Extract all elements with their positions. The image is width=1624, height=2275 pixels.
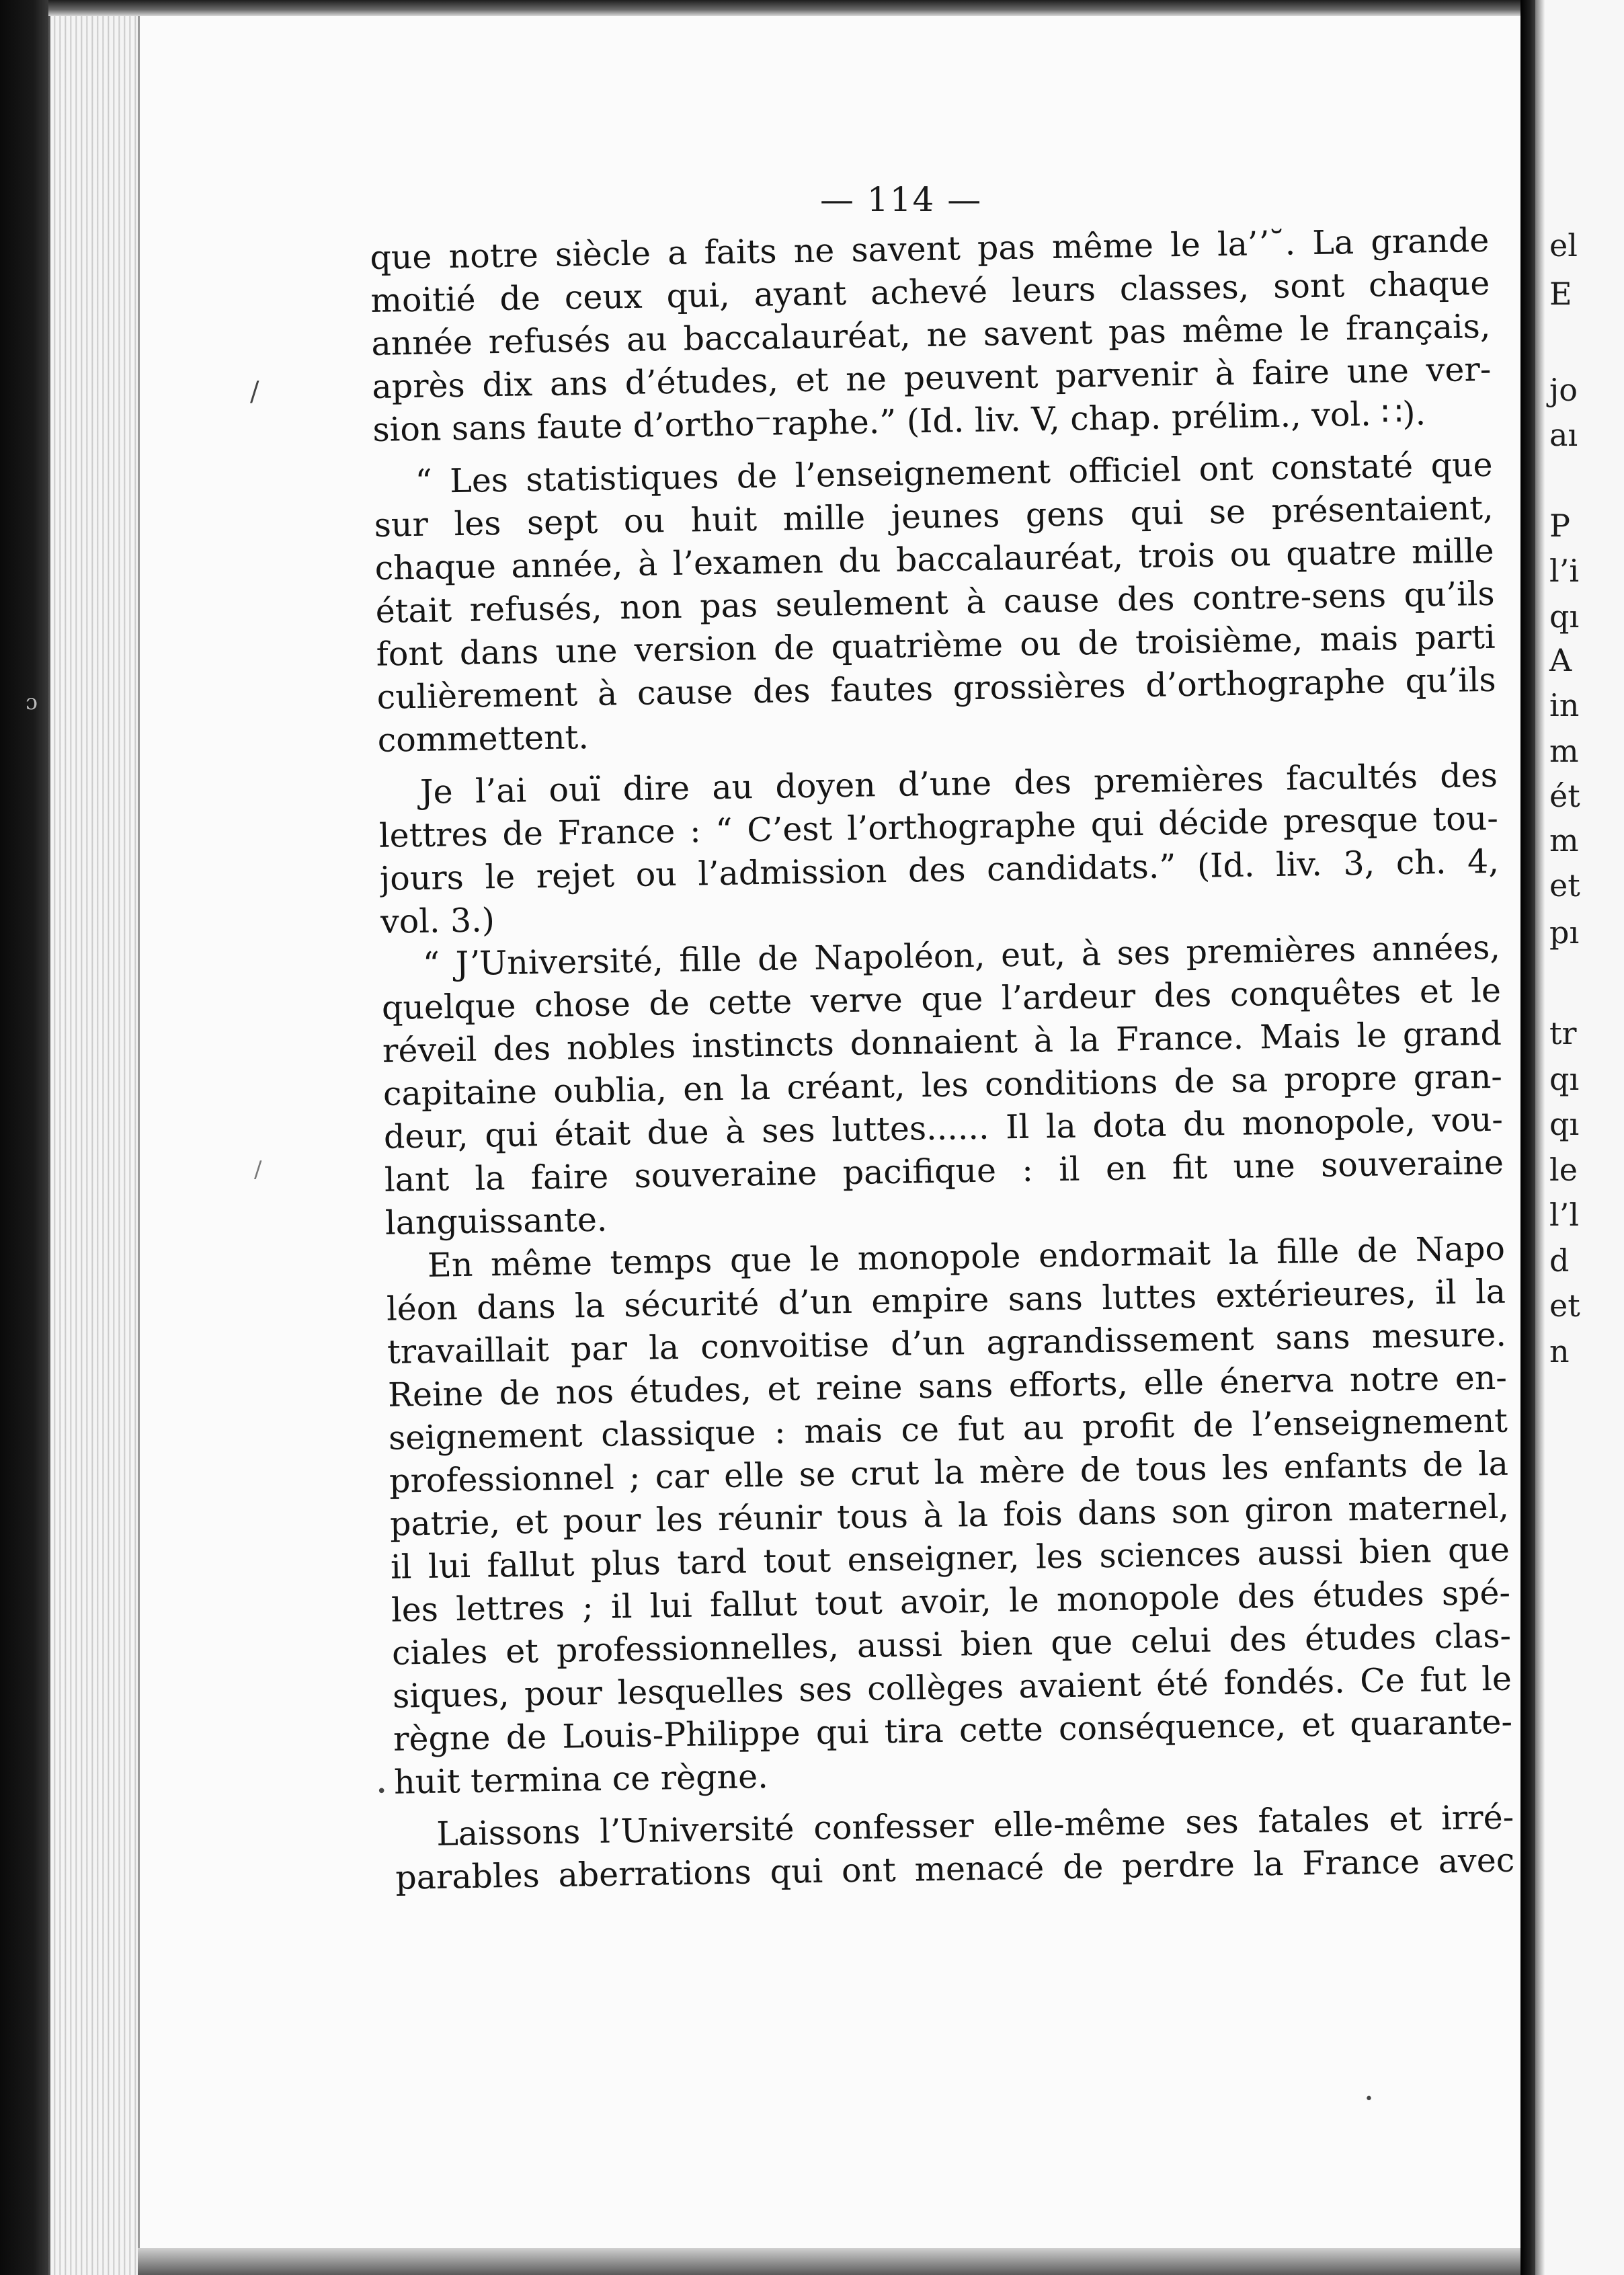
text-line: vol. 3.): [380, 901, 495, 941]
text-line: après dix ans d’études, et ne peuvent parvenir à faire une ver-: [372, 350, 1492, 406]
book-gutter: [1520, 0, 1535, 2275]
text-line: lant la faire souveraine pacifique : il en fit une souveraine: [384, 1143, 1504, 1199]
margin-smudge-mark: ɔ: [26, 689, 38, 715]
facing-page-fragment: l’i: [1549, 553, 1580, 589]
text-line: moitié de ceux qui, ayant achevé leurs classes, sont chaque: [370, 264, 1490, 320]
gutter-shadow: [1535, 0, 1545, 2275]
scan-left-margin: [0, 0, 48, 2275]
margin-stroke-mark: /: [250, 376, 259, 407]
text-line: parables aberrations qui ont menacé de perdre la France avec: [395, 1841, 1515, 1897]
text-line: siques, pour lesquelles ses collèges avaient été fondés. Ce fut le: [392, 1659, 1512, 1716]
text-line: ciales et professionnelles, aussi bien que celui des études clas-: [391, 1616, 1512, 1673]
text-line: travaillait par la convoitise d’un agrandissement sans mesure.: [387, 1315, 1507, 1371]
text-line: professionnel ; car elle se crut la mère de tous les enfants de la: [389, 1444, 1509, 1501]
facing-page-fragment: m: [1549, 733, 1579, 769]
text-line: lettres de France : “ C’est l’orthographe qui décide presque tou-: [378, 799, 1499, 855]
text-line: Je l’ai ouï dire au doyen d’une des premières facultés des: [419, 756, 1498, 811]
text-line: année refusés au baccalauréat, ne savent pas même le français,: [371, 307, 1491, 363]
text-line: léon dans la sécurité d’un empire sans luttes extérieures, il la: [386, 1272, 1506, 1328]
facing-page-fragment: aı: [1549, 417, 1578, 453]
facing-page-fragment: l’l: [1549, 1197, 1580, 1233]
text-line: En même temps que le monopole endormait la fille de Napo: [427, 1229, 1506, 1285]
text-line: capitaine oublia, en la créant, les conditions de sa propre gran-: [382, 1057, 1503, 1113]
facing-page-fragment: qı: [1549, 598, 1580, 635]
text-line: seignement classique : mais ce fut au profit de l’enseignement: [388, 1401, 1508, 1458]
facing-page-fragment: E: [1549, 276, 1572, 312]
facing-page-fragment: jo: [1549, 372, 1578, 408]
text-line: “ JʼUniversité, fille de Napoléon, eut, à ses premières années,: [422, 928, 1501, 984]
text-line: patrie, et pour les réunir tous à la fois dans son giron maternel,: [389, 1487, 1510, 1544]
facing-page-fragment: A: [1549, 642, 1572, 678]
text-line: règne de Louis-Philippe qui tira cette conséquence, et quarante-: [393, 1702, 1513, 1759]
text-line: culièrement à cause des fautes grossières d’orthographe qu’ils: [376, 660, 1497, 717]
facing-page-fragment: m: [1549, 822, 1579, 859]
facing-page-fragment: tr: [1549, 1015, 1577, 1051]
facing-page-fragment: ét: [1549, 778, 1580, 814]
text-line: huit termina ce règne.: [393, 1757, 769, 1802]
text-line: languissante.: [384, 1200, 608, 1242]
facing-page-fragment: et: [1549, 1287, 1580, 1324]
text-line: les lettres ; il lui fallut tout avoir, le monopole des études spé-: [391, 1573, 1511, 1630]
text-line: que notre siècle a faits ne savent pas même le la’ʼ˘. La grande: [370, 221, 1490, 277]
facing-page-fragment: el: [1549, 227, 1578, 264]
ink-dot-mark: •: [1365, 2091, 1373, 2108]
scan-top-edge: [48, 0, 1520, 16]
facing-page-fragment: d: [1549, 1242, 1570, 1279]
text-line: était refusés, non pas seulement à cause des contre-sens qu’ils: [375, 574, 1495, 631]
facing-page-fragment: et: [1549, 867, 1580, 904]
facing-page-fragment: in: [1549, 687, 1580, 723]
scan-bottom-edge: [138, 2248, 1520, 2275]
text-line: “ Les statistiques de l’enseignement officiel ont constaté que: [415, 445, 1493, 501]
facing-page-fragment: n: [1549, 1333, 1570, 1369]
text-line: deur, qui était due à ses luttes...... Il la dota du monopole, vou-: [383, 1100, 1504, 1156]
text-line: Laissons l’Université confesser elle-même ses fatales et irré-: [436, 1798, 1514, 1853]
page-body-text: [370, 219, 1515, 1900]
text-line: Reine de nos études, et reine sans efforts, elle énerva notre en-: [387, 1358, 1508, 1414]
facing-page-fragment: le: [1549, 1152, 1578, 1188]
page-number: — 114 —: [820, 180, 983, 219]
ink-dot-mark: •: [376, 1782, 387, 1802]
text-line: chaque année, à l’examen du baccalauréat, trois ou quatre mille: [374, 531, 1494, 588]
facing-page-fragment: pı: [1549, 914, 1580, 951]
text-line: réveil des nobles instincts donnaient à la France. Mais le grand: [382, 1014, 1502, 1070]
text-line: jours le rejet ou l’admission des candidats.” (Id. liv. 3, ch. 4,: [379, 842, 1500, 898]
facing-page-fragment: P: [1549, 508, 1570, 544]
text-line: sion sans faute d’ortho⁻raphe.” (Id. liv. V, chap. prélim., vol. ∷).: [372, 394, 1426, 449]
facing-page-fragment: qı: [1549, 1106, 1580, 1142]
text-line: quelque chose de cette verve que l’ardeur des conquêtes et le: [381, 971, 1502, 1027]
text-line: font dans une version de quatrième ou de troisième, mais parti: [376, 617, 1496, 674]
text-line: sur les sept ou huit mille jeunes gens qui se présentaient,: [374, 488, 1494, 545]
facing-page-fragment: qı: [1549, 1061, 1580, 1097]
stacked-page-edges: [48, 0, 151, 2275]
text-line: commettent.: [377, 717, 590, 760]
text-line: il lui fallut plus tard tout enseigner, les sciences aussi bien que: [390, 1530, 1510, 1587]
margin-stroke-mark: /: [254, 1156, 262, 1183]
